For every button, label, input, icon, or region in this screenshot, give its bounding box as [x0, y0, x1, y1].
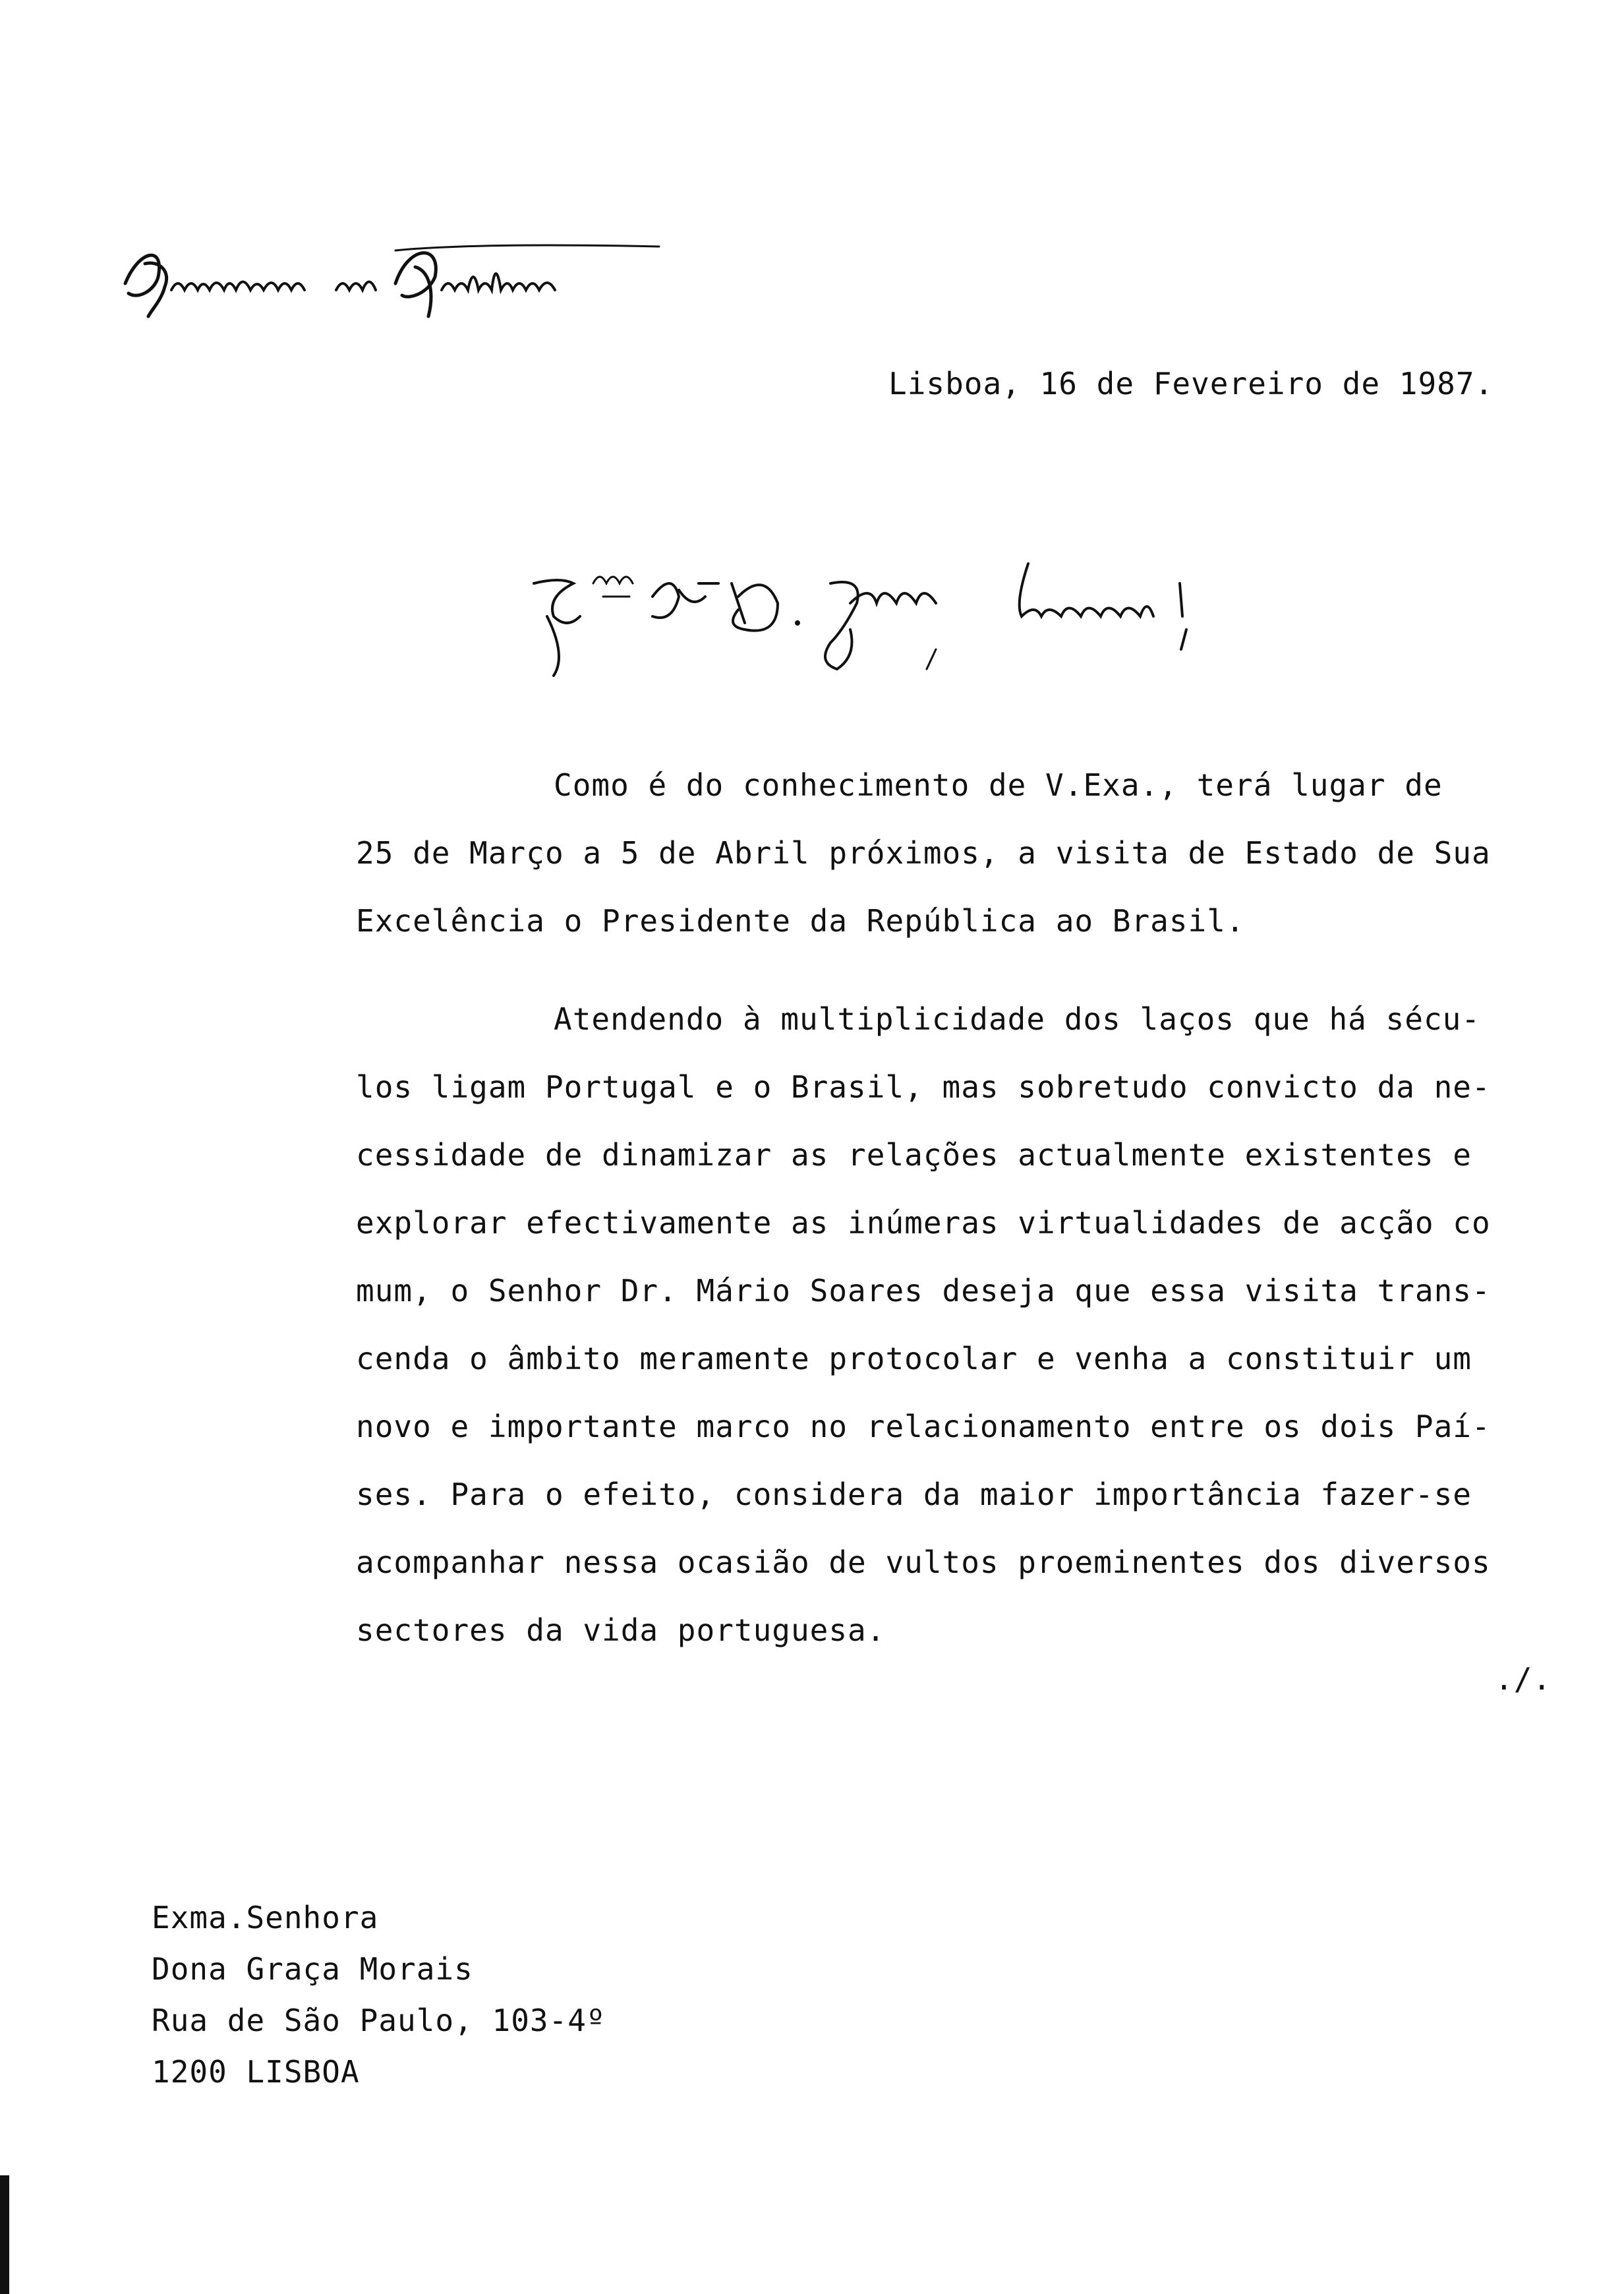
address-line: Dona Graça Morais: [152, 1951, 473, 1987]
paragraph2-line: acompanhar nessa ocasião de vultos proeminentes dos diversos: [356, 1544, 1491, 1580]
paragraph2-line: sectores da vida portuguesa.: [356, 1612, 886, 1648]
letter-body: [356, 751, 1555, 1664]
salutation-handwriting: [521, 557, 1345, 682]
address-line: 1200 LISBOA: [152, 2054, 360, 2090]
paragraph2-line: los ligam Portugal e o Brasil, mas sobretudo convicto da ne-: [356, 1069, 1491, 1105]
paragraph2-line: ses. Para o efeito, considera da maior importância fazer-se: [356, 1477, 1472, 1512]
paragraph2-line: cenda o âmbito meramente protocolar e venha a constituir um: [356, 1341, 1472, 1376]
scan-edge-mark: [0, 2175, 9, 2294]
handwritten-salutation: [521, 557, 1345, 682]
letterhead-script: [119, 237, 672, 323]
paragraph2-line: mum, o Senhor Dr. Mário Soares deseja que essa visita trans-: [356, 1273, 1491, 1309]
paragraph2-line: explorar efectivamente as inúmeras virtualidades de acção co: [356, 1205, 1491, 1241]
address-line: Exma.Senhora: [152, 1900, 379, 1935]
recipient-address: [152, 1892, 606, 2098]
continuation-mark: ./.: [1495, 1661, 1552, 1697]
paragraph-gap: [356, 955, 1555, 985]
paragraph1-line: Como é do conhecimento de V.Exa., terá lugar de: [554, 767, 1443, 803]
letterhead: [119, 237, 672, 323]
paragraph2-line: novo e importante marco no relacionamento entre os dois Paí-: [356, 1409, 1491, 1444]
paragraph2-line: cessidade de dinamizar as relações actualmente existentes e: [356, 1137, 1472, 1173]
paragraph2-line: Atendendo à multiplicidade dos laços que há sécu-: [554, 1001, 1481, 1037]
letter-date: Lisboa, 16 de Fevereiro de 1987.: [888, 366, 1494, 401]
paragraph1-line: 25 de Março a 5 de Abril próximos, a visita de Estado de Sua: [356, 835, 1491, 871]
paragraph1-line: Excelência o Presidente da República ao Brasil.: [356, 903, 1245, 939]
address-line: Rua de São Paulo, 103-4º: [152, 2003, 606, 2038]
